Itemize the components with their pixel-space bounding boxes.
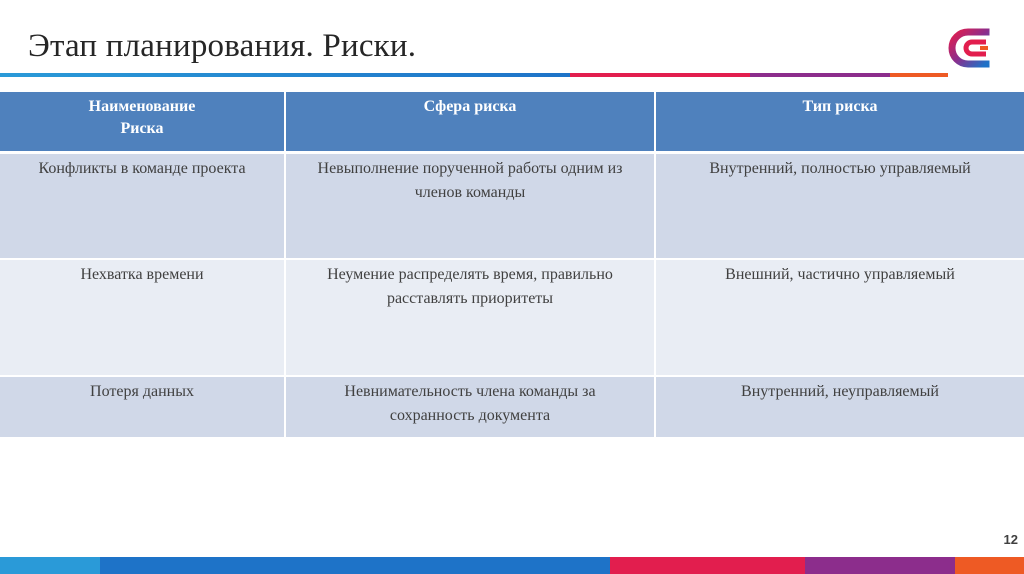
cell-risk-name: Потеря данных [0,376,285,438]
underline-segment-purple [750,73,890,77]
footer-segment-orange [955,557,1024,574]
footer-bar [0,557,1024,574]
footer-segment-light-blue [0,557,100,574]
header-risk-name: Наименование Риска [0,92,285,153]
underline-segment-orange [890,73,948,77]
table-header-row [0,92,1024,153]
header-risk-sphere: Сфера риска [285,92,655,153]
header-risk-type: Тип риска [655,92,1024,153]
cell-risk-name: Нехватка времени [0,259,285,376]
underline-segment-red [570,73,750,77]
footer-segment-red [610,557,805,574]
cell-risk-type: Внутренний, полностью управляемый [655,153,1024,260]
cell-risk-sphere: Невнимательность члена команды за сохранность документа [285,376,655,438]
table-row [0,376,1024,438]
slide-title: Этап планирования. Риски. [28,28,417,64]
cell-risk-sphere: Невыполнение порученной работы одним из членов команды [285,153,655,260]
table-row [0,153,1024,260]
cell-risk-sphere: Неумение распределять время, правильно расставлять приоритеты [285,259,655,376]
footer-segment-blue [100,557,610,574]
brand-logo-icon [946,22,998,74]
table-row [0,259,1024,376]
title-underline [0,73,948,77]
footer-segment-purple [805,557,955,574]
cell-risk-type: Внешний, частично управляемый [655,259,1024,376]
underline-segment-blue [0,73,570,77]
risk-table [0,92,1024,439]
cell-risk-name: Конфликты в команде проекта [0,153,285,260]
page-number: 12 [1003,532,1018,547]
cell-risk-type: Внутренний, неуправляемый [655,376,1024,438]
